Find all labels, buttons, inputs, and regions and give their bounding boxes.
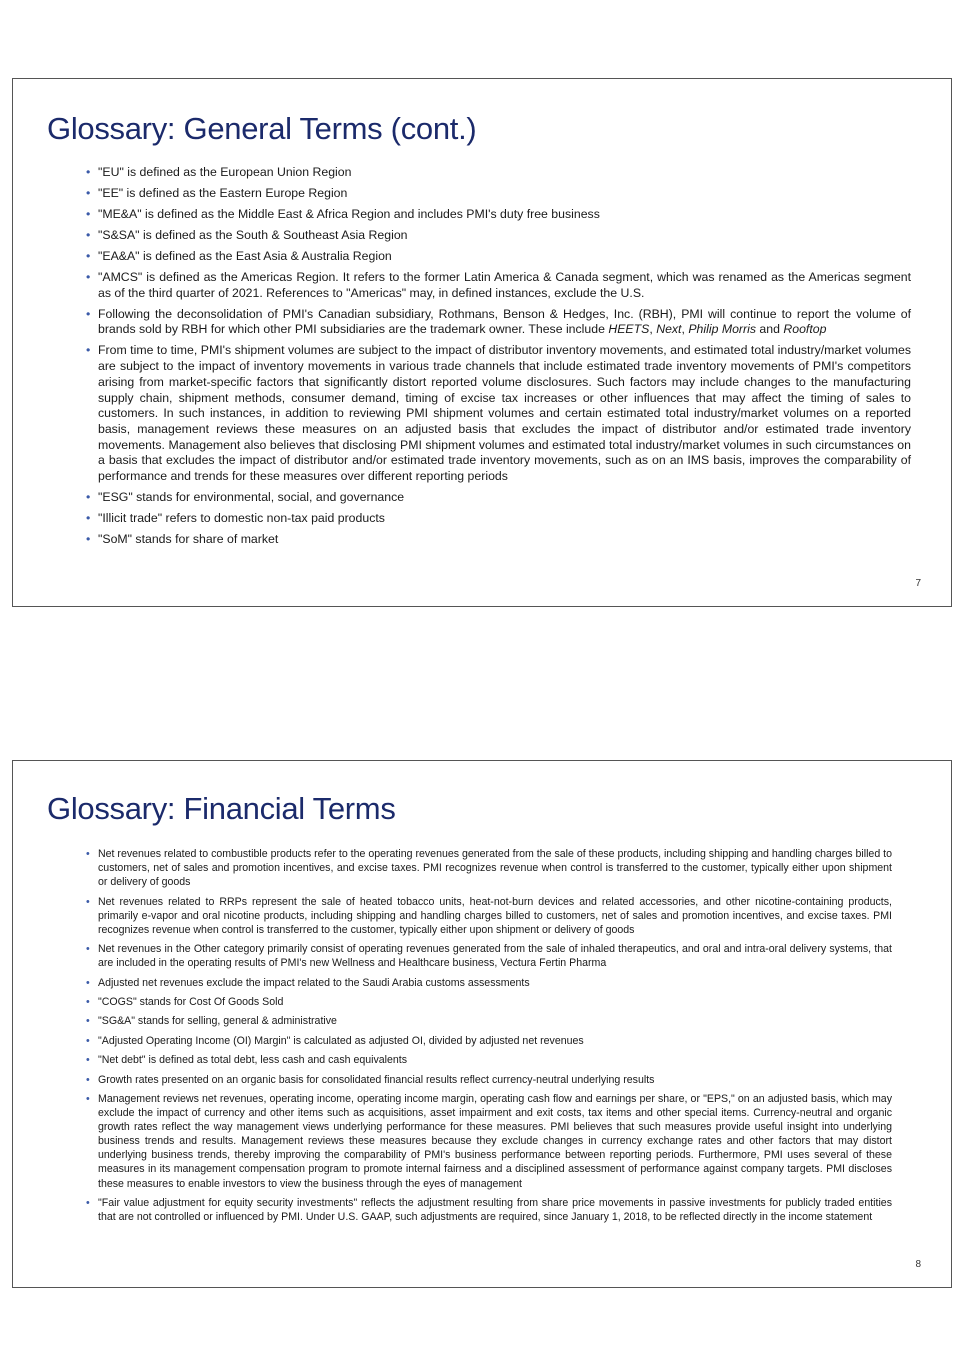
list-item: • "SG&A" stands for selling, general & administrative xyxy=(98,1014,892,1028)
bullet-list xyxy=(98,165,911,553)
list-item: • From time to time, PMI's shipment volumes are subject to the impact of distributor inventory movements, and estimated total industry/market volumes are subject to the impact of inventory movements in various trade channels that include estimated trade inventory movements of PMI's competitors arising from market-specific factors that significantly distort reported volume disclosures. Such factors may include changes to the manufacturing supply chain, shipment methods, consumer demand, timing of excise tax increases or other influences that may affect the timing of sales to customers. In such instances, in addition to reviewing PMI shipment volumes and certain estimated total industry/market volumes on a reported basis, management reviews these measures on an adjusted basis that excludes the impact of distributor and/or estimated trade inventory movements. Management also believes that disclosing PMI shipment volumes and estimated total industry/market volumes in such circumstances on a basis that excludes the impact of distributor and/or estimated trade inventory movements, such as on an IMS basis, improves the comparability of performance and trends for these measures over different reporting periods xyxy=(98,343,911,484)
slide-title: Glossary: General Terms (cont.) xyxy=(47,111,477,146)
list-item: • Net revenues related to combustible products refer to the operating revenues generated from the sale of these products, including shipping and handling charges billed to customers, net of sales and promotion incentives, and excise taxes. PMI recognizes revenue when control is transferred to the customer, typically either upon shipment or delivery of goods xyxy=(98,847,892,889)
list-item-text: Following the deconsolidation of PMI's Canadian subsidiary, Rothmans, Benson & Hedges, Inc. (RBH), PMI will continue to report the volume of brands sold by RBH for which other PMI subsidiaries are the trademark owner. These include xyxy=(98,306,911,337)
brand-name: HEETS xyxy=(608,322,650,337)
list-item: • "AMCS" is defined as the Americas Region. It refers to the former Latin America & Canada segment, which was renamed as the Americas segment as of the third quarter of 2021. References to "Americas" may, in defined instances, exclude the U.S. xyxy=(98,270,911,301)
slide-title: Glossary: Financial Terms xyxy=(47,791,396,826)
list-item: • Adjusted net revenues exclude the impact related to the Saudi Arabia customs assessments xyxy=(98,976,892,990)
bullet-list xyxy=(98,847,892,1229)
brand-name: Next xyxy=(656,322,682,337)
list-item: • "Net debt" is defined as total debt, less cash and cash equivalents xyxy=(98,1053,892,1067)
list-item: • Management reviews net revenues, operating income, operating income margin, operating cash flow and earnings per share, or "EPS," on an adjusted basis, which may exclude the impact of currency and other items such as acquisitions, asset impairment and exit costs, tax items and other special items. Currency-neutral and organic growth rates reflect the way management views underlying performance for these measures. PMI believes that such measures provide useful insight into underlying business trends and results. Management reviews these measures because they exclude changes in currency exchange rates and other factors that may distort underlying business trends, thereby improving the comparability of PMI's business performance between reporting periods. Furthermore, PMI uses several of these measures in its management compensation program to promote internal fairness and a disciplined assessment of performance against company targets. PMI discloses these measures to enable investors to view the business through the eyes of management xyxy=(98,1092,892,1191)
list-item: • "ESG" stands for environmental, social, and governance xyxy=(98,490,911,506)
list-item: • "SoM" stands for share of market xyxy=(98,532,911,548)
separator: , xyxy=(681,322,689,337)
separator: , xyxy=(649,322,657,337)
list-item: • "Illicit trade" refers to domestic non-tax paid products xyxy=(98,511,911,527)
brand-name: Philip Morris xyxy=(688,322,756,337)
slide-general-terms xyxy=(12,78,952,607)
list-item: • "Adjusted Operating Income (OI) Margin" is calculated as adjusted OI, divided by adjusted net revenues xyxy=(98,1034,892,1048)
slide-financial-terms xyxy=(12,760,952,1288)
list-item: • Growth rates presented on an organic basis for consolidated financial results reflect currency-neutral underlying results xyxy=(98,1073,892,1087)
brand-name: Rooftop xyxy=(783,322,827,337)
list-item: • "EU" is defined as the European Union Region xyxy=(98,165,911,181)
list-item: • Net revenues related to RRPs represent the sale of heated tobacco units, heat-not-burn devices and related accessories, and other nicotine-containing products, primarily e-vapor and oral nicotine products, including shipping and handling charges billed to customers, net of sales and promotion incentives, and excise taxes. PMI recognizes revenue when control is transferred to the customer, typically either upon shipment or delivery of goods xyxy=(98,895,892,937)
separator: and xyxy=(755,322,784,337)
list-item xyxy=(98,307,911,338)
list-item: • "COGS" stands for Cost Of Goods Sold xyxy=(98,995,892,1009)
list-item: • "ME&A" is defined as the Middle East & Africa Region and includes PMI's duty free business xyxy=(98,207,911,223)
list-item: • "EE" is defined as the Eastern Europe Region xyxy=(98,186,911,202)
list-item: • "EA&A" is defined as the East Asia & Australia Region xyxy=(98,249,911,265)
list-item: • "S&SA" is defined as the South & Southeast Asia Region xyxy=(98,228,911,244)
list-item: • Net revenues in the Other category primarily consist of operating revenues generated from the sale of inhaled therapeutics, and oral and intra-oral delivery systems, that are included in the operating results of PMI's new Wellness and Healthcare business, Vectura Fertin Pharma xyxy=(98,942,892,970)
page-number: 7 xyxy=(915,578,921,589)
list-item: • "Fair value adjustment for equity security investments" reflects the adjustment resulting from share price movements in passive investments for publicly traded entities that are not controlled or influenced by PMI. Under U.S. GAAP, such adjustments are required, since January 1, 2018, to be reflected directly in the income statement xyxy=(98,1196,892,1224)
page-number: 8 xyxy=(915,1259,921,1270)
